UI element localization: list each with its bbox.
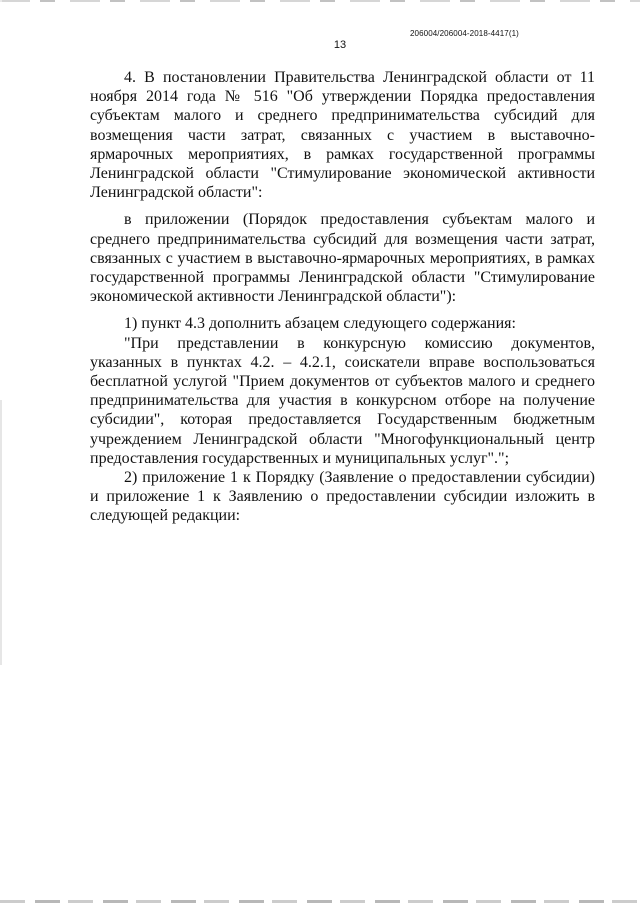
document-body — [90, 68, 595, 526]
paragraph-resolution-amendment: 4. В постановлении Правительства Ленинградской области от 11 ноября 2014 года № 516 "Об утверждении Порядка предоставления субъектам малого и среднего предпринимательства субсидий для возмещения части затрат, связанных с участием в выставочно-ярмарочных мероприятиях, в рамках государственной программы Ленинградской области "Стимулирование экономической активности Ленинградской области": — [90, 69, 595, 202]
scan-edge-left — [0, 0, 2, 905]
paragraph-appendix: в приложении (Порядок предоставления субъектам малого и среднего предпринимательства субсидий для возмещения части затрат, связанных с участием в выставочно-ярмарочных мероприятиях, в рамках государственной программы Ленинградской области "Стимулирование экономической активности Ленинградской области"): — [90, 211, 595, 306]
document-id: 206004/206004-2018-4417(1) — [410, 29, 519, 38]
paragraph-quoted-addition: "При представлении в конкурсную комиссию документов, указанных в пунктах 4.2. – 4.2.1, соискатели вправе воспользоваться бесплатной услугой "Прием документов от субъектов малого и среднего предпринимательства для участия в конкурсном отборе на получение субсидии", которая предоставляется Государственным бюджетным учреждением Ленинградской области "Многофункциональный центр предоставления государственных и муниципальных услуг"."; — [90, 334, 595, 467]
paragraph-item-2: 2) приложение 1 к Порядку (Заявление о предоставлении субсидии) и приложение 1 к Заявлению о предоставлении субсидии изложить в следующей редакции: — [90, 469, 595, 525]
paragraph-item-1: 1) пункт 4.3 дополнить абзацем следующего содержания: — [124, 315, 516, 333]
scan-edge-top — [0, 0, 640, 2]
page-number: 13 — [333, 39, 347, 51]
scan-edge-bottom — [0, 900, 640, 903]
